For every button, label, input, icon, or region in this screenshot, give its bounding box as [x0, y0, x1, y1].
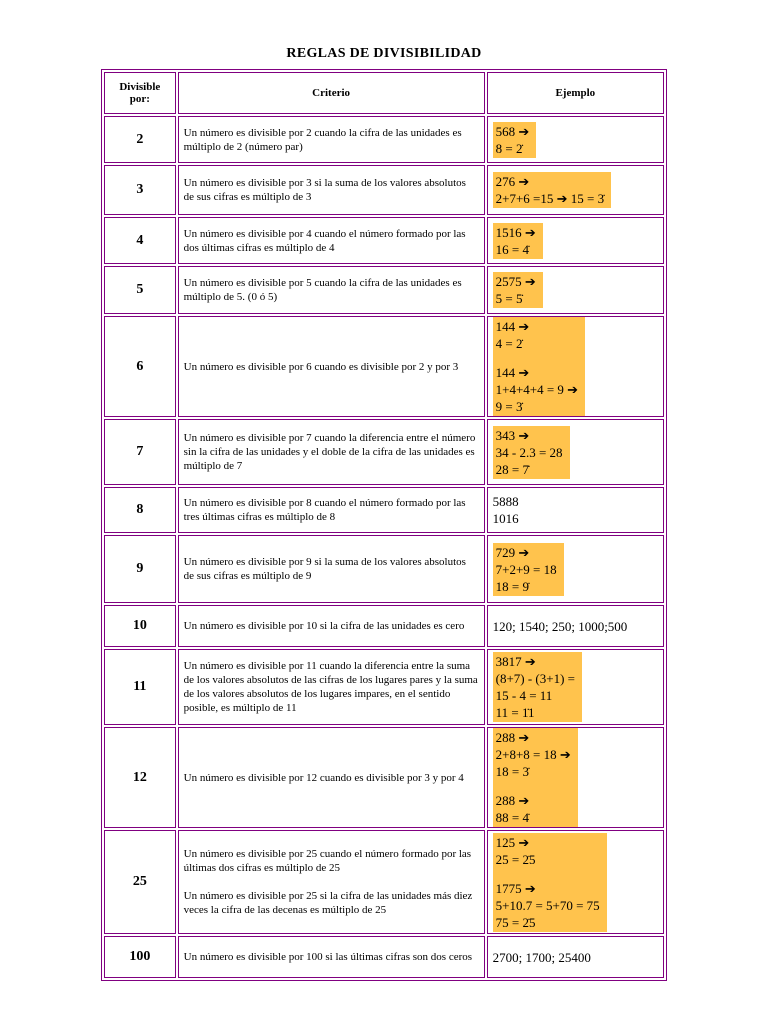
example-line: 25 = 2̇5: [495, 851, 536, 867]
criterio-text: Un número es divisible por 6 cuando es divisible por 2 y por 3: [183, 360, 459, 373]
example-line: 1+4+4+4 = 9 ➔: [495, 382, 579, 397]
divisor-cell: 10: [104, 605, 176, 647]
divisor-cell: 100: [104, 936, 176, 978]
criterio-text: Un número es divisible por 9 si la suma de los valores absolutos de sus cifras es múltiplo de 9: [183, 556, 466, 582]
ejemplo-cell: [487, 165, 664, 215]
example-line: 1775 ➔: [495, 880, 536, 896]
criterio-cell: [178, 727, 485, 828]
divisor-cell: 7: [104, 419, 176, 485]
criterio-text: Un número es divisible por 3 si la suma de los valores absolutos de sus cifras es múltiplo de 3: [183, 177, 466, 203]
example-line: 5888: [492, 494, 519, 509]
header-divisible: Divisible por:: [104, 72, 176, 114]
criterio-cell: [178, 936, 485, 978]
example-text: [493, 618, 658, 635]
example-line: 288 ➔: [495, 730, 530, 745]
ejemplo-cell: [487, 936, 664, 978]
example-line: 568 ➔: [495, 123, 530, 139]
table-row: [104, 649, 664, 725]
table-row: [104, 266, 664, 314]
table-row: [104, 830, 664, 934]
divisibility-table: [101, 69, 667, 981]
table-row: [104, 217, 664, 264]
example-line: 7+2+9 = 18: [495, 561, 557, 577]
criterio-cell: [178, 116, 485, 163]
criterio-text: Un número es divisible por 10 si la cifra de las unidades es cero: [183, 620, 465, 632]
page-title: REGLAS DE DIVISIBILIDAD: [286, 46, 482, 61]
example-line: 288 ➔: [495, 793, 530, 808]
example-line: 18 = 9̇: [495, 578, 529, 594]
ejemplo-cell: [487, 649, 664, 725]
table-row: [104, 535, 664, 603]
example-line: 75 = 2̇5: [495, 914, 536, 930]
criterio-cell: [178, 316, 485, 417]
divisor-cell: 8: [104, 487, 176, 533]
example-line: 5+10.7 = 5+70 = 75: [495, 897, 600, 913]
criterio-cell: [178, 165, 485, 215]
criterio-text: Un número es divisible por 25 cuando el número formado por las últimas dos cifras es múltiplo de 25: [183, 848, 472, 874]
divisor-cell: 9: [104, 535, 176, 603]
ejemplo-cell: [487, 535, 664, 603]
ejemplo-cell: [487, 830, 664, 934]
example-line: 144 ➔: [495, 365, 530, 380]
table-row: [104, 165, 664, 215]
example-text: [493, 949, 658, 966]
example-line: 2+7+6 =15 ➔ 15 = 3̇: [495, 191, 605, 206]
header-ejemplo: Ejemplo: [487, 72, 664, 114]
criterio-cell: [178, 830, 485, 934]
divisor-cell: 11: [104, 649, 176, 725]
example-line: (8+7) - (3+1) =: [495, 671, 575, 686]
table-header-row: [104, 72, 664, 114]
criterio-text: Un número es divisible por 12 cuando es divisible por 3 y por 4: [183, 771, 464, 784]
ejemplo-cell: [487, 116, 664, 163]
example-line: 34 - 2.3 = 28: [495, 444, 563, 460]
divisor-cell: 4: [104, 217, 176, 264]
example-line: 15 - 4 = 11: [495, 688, 553, 703]
example-line: 1016: [492, 511, 519, 526]
highlighted-example: [493, 172, 611, 208]
example-line: 5 = 5̇: [495, 291, 523, 306]
highlighted-example: [493, 833, 607, 932]
example-line: 2700; 1700; 25400: [492, 949, 591, 965]
highlighted-example: [493, 223, 543, 259]
divisor-cell: 6: [104, 316, 176, 417]
example-line: 8 = 2̇: [495, 140, 523, 156]
example-line: 120; 1540; 250; 1000;500: [492, 618, 628, 634]
example-line: [496, 868, 600, 880]
table-row: [104, 605, 664, 647]
example-line: 11 = 1̇1: [495, 705, 535, 720]
table-row: [104, 487, 664, 533]
criterio-text: Un número es divisible por 11 cuando la diferencia entre la suma de los valores absolutos de las cifras de los lugares pares y la suma de los valores absolutos de los lugares impares, en el sentido posible, es múltiplo de 11: [183, 660, 478, 714]
example-line: 88 = 4̇: [495, 810, 529, 825]
ejemplo-cell: [487, 217, 664, 264]
criterio-text: Un número es divisible por 2 cuando la cifra de las unidades es múltiplo de 2 (número par): [183, 126, 462, 153]
example-line: 729 ➔: [495, 544, 530, 560]
highlighted-example: [493, 543, 564, 596]
header-criterio: Criterio: [178, 72, 485, 114]
highlighted-example: [493, 272, 543, 308]
criterio-cell: [178, 217, 485, 264]
ejemplo-cell: [487, 727, 664, 828]
table-row: [104, 316, 664, 417]
ejemplo-cell: [487, 419, 664, 485]
criterio-text: Un número es divisible por 100 si las últimas cifras son dos ceros: [183, 951, 473, 963]
ejemplo-cell: [487, 605, 664, 647]
divisor-cell: 5: [104, 266, 176, 314]
example-line: [496, 352, 578, 364]
criterio-cell: [178, 419, 485, 485]
criterio-cell: [178, 487, 485, 533]
divisor-cell: 3: [104, 165, 176, 215]
example-line: 343 ➔: [495, 427, 530, 443]
criterio-text: Un número es divisible por 4 cuando el número formado por las dos últimas cifras es múltiplo de 4: [183, 227, 466, 254]
example-text: [493, 493, 658, 527]
highlighted-example: [493, 317, 585, 416]
example-line: 18 = 3̇: [495, 764, 529, 779]
divisor-cell: 12: [104, 727, 176, 828]
criterio-cell: [178, 605, 485, 647]
example-line: 1516 ➔: [495, 224, 536, 240]
example-line: 28 = 7̇: [495, 461, 529, 477]
criterio-cell: [178, 266, 485, 314]
criterio-text: Un número es divisible por 7 cuando la diferencia entre el número sin la cifra de las unidades y el doble de la cifra de las unidades es múltiplo de 7: [183, 432, 476, 472]
table-row: [104, 419, 664, 485]
example-line: 276 ➔: [495, 174, 530, 189]
example-line: 125 ➔: [495, 834, 530, 850]
highlighted-example: [493, 728, 578, 827]
highlighted-example: [493, 426, 570, 479]
example-line: 144 ➔: [495, 319, 530, 334]
table-row: [104, 936, 664, 978]
ejemplo-cell: [487, 316, 664, 417]
divisor-cell: 25: [104, 830, 176, 934]
table-row: [104, 727, 664, 828]
highlighted-example: [493, 122, 537, 158]
example-line: [496, 780, 571, 792]
example-line: 3817 ➔: [495, 654, 536, 669]
divisor-cell: 2: [104, 116, 176, 163]
criterio-text: Un número es divisible por 8 cuando el número formado por las tres últimas cifras es múltiplo de 8: [183, 497, 466, 523]
criterio-text: Un número es divisible por 25 si la cifra de las unidades más diez veces la cifra de las decenas es múltiplo de 25: [183, 890, 473, 916]
example-line: 16 = 4̇: [495, 241, 529, 257]
ejemplo-cell: [487, 266, 664, 314]
ejemplo-cell: [487, 487, 664, 533]
criterio-text: Un número es divisible por 5 cuando la cifra de las unidades es múltiplo de 5. (0 ó 5): [183, 277, 462, 303]
example-line: 2+8+8 = 18 ➔: [495, 747, 571, 762]
example-line: 4 = 2̇: [495, 336, 523, 351]
example-line: 2575 ➔: [495, 274, 536, 289]
table-row: [104, 116, 664, 163]
example-line: 9 = 3̇: [495, 399, 523, 414]
highlighted-example: [493, 652, 582, 722]
criterio-cell: [178, 649, 485, 725]
criterio-cell: [178, 535, 485, 603]
